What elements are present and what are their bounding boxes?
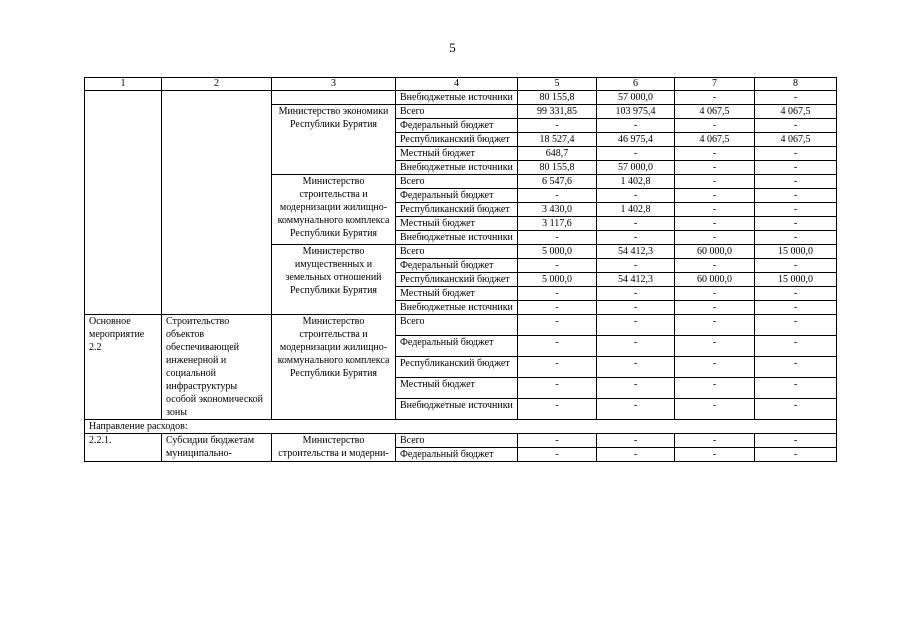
page-number: 5 [449, 40, 456, 55]
amount-cell: - [518, 378, 597, 399]
amount-cell: - [675, 434, 755, 448]
amount-cell: 5 000,0 [518, 273, 597, 287]
amount-cell: - [597, 259, 675, 273]
funding-source-cell: Внебюджетные источники [396, 231, 518, 245]
amount-cell: - [597, 336, 675, 357]
amount-cell: - [675, 336, 755, 357]
executor-cell: Министерство экономики Республики Бурятия [272, 105, 396, 175]
amount-cell: 3 117,6 [518, 217, 597, 231]
amount-cell: 5 000,0 [518, 245, 597, 259]
amount-cell: - [755, 315, 837, 336]
amount-cell: 46 975,4 [597, 133, 675, 147]
amount-cell: 15 000,0 [755, 245, 837, 259]
funding-source-cell: Всего [396, 105, 518, 119]
amount-cell: - [597, 287, 675, 301]
amount-cell: - [755, 189, 837, 203]
amount-cell: - [675, 119, 755, 133]
amount-cell: 6 547,6 [518, 175, 597, 189]
column-number: 5 [518, 78, 597, 91]
amount-cell: - [755, 203, 837, 217]
funding-source-cell: Всего [396, 315, 518, 336]
funding-source-cell: Федеральный бюджет [396, 448, 518, 462]
amount-cell: - [518, 287, 597, 301]
funding-source-cell: Всего [396, 434, 518, 448]
amount-cell: - [518, 315, 597, 336]
funding-source-cell: Внебюджетные источники [396, 161, 518, 175]
amount-cell: - [755, 399, 837, 420]
measure-name-cell: Субсидии бюджетам муниципально- [162, 434, 272, 462]
amount-cell: 4 067,5 [755, 105, 837, 119]
amount-cell: 57 000,0 [597, 91, 675, 105]
amount-cell: - [755, 448, 837, 462]
amount-cell: 648,7 [518, 147, 597, 161]
funding-source-cell: Внебюджетные источники [396, 399, 518, 420]
funding-source-cell: Республиканский бюджет [396, 133, 518, 147]
column-number: 1 [85, 78, 162, 91]
funding-source-cell: Федеральный бюджет [396, 189, 518, 203]
amount-cell: - [755, 91, 837, 105]
amount-cell: - [755, 259, 837, 273]
funding-source-cell: Местный бюджет [396, 378, 518, 399]
table-row [85, 315, 837, 336]
column-number: 4 [396, 78, 518, 91]
amount-cell: - [597, 119, 675, 133]
amount-cell: - [755, 357, 837, 378]
funding-source-cell: Местный бюджет [396, 287, 518, 301]
measure-type-cell: Основное мероприятие 2.2 [85, 315, 162, 420]
amount-cell: - [675, 189, 755, 203]
amount-cell: - [597, 301, 675, 315]
amount-cell: - [755, 287, 837, 301]
funding-source-cell: Республиканский бюджет [396, 357, 518, 378]
amount-cell: - [518, 434, 597, 448]
amount-cell: 60 000,0 [675, 273, 755, 287]
executor-cell: Министерство строительства и модернизации жилищно-коммунального комплекса Республики Бурятия [272, 175, 396, 245]
amount-cell: - [675, 399, 755, 420]
amount-cell: - [675, 91, 755, 105]
executor-cell: Министерство строительства и модернизации жилищно-коммунального комплекса Республики Бурятия [272, 315, 396, 420]
amount-cell: 15 000,0 [755, 273, 837, 287]
funding-source-cell: Всего [396, 175, 518, 189]
amount-cell: - [518, 357, 597, 378]
executor-cell [272, 91, 396, 105]
direction-label: Направление расходов: [85, 420, 837, 434]
funding-source-cell: Местный бюджет [396, 217, 518, 231]
amount-cell: - [597, 399, 675, 420]
amount-cell: - [675, 315, 755, 336]
amount-cell: 60 000,0 [675, 245, 755, 259]
amount-cell: 57 000,0 [597, 161, 675, 175]
amount-cell: - [597, 357, 675, 378]
table-row [85, 91, 837, 105]
amount-cell: - [755, 378, 837, 399]
amount-cell: 3 430,0 [518, 203, 597, 217]
amount-cell: 4 067,5 [675, 105, 755, 119]
amount-cell: 54 412,3 [597, 245, 675, 259]
amount-cell: - [518, 119, 597, 133]
amount-cell: - [675, 161, 755, 175]
funding-source-cell: Внебюджетные источники [396, 91, 518, 105]
amount-cell: - [755, 161, 837, 175]
amount-cell: - [675, 448, 755, 462]
amount-cell: 99 331,85 [518, 105, 597, 119]
amount-cell: - [518, 259, 597, 273]
amount-cell: 4 067,5 [755, 133, 837, 147]
amount-cell: - [597, 378, 675, 399]
column-number-row [85, 78, 837, 91]
funding-source-cell: Республиканский бюджет [396, 273, 518, 287]
table-row [85, 434, 837, 448]
funding-source-cell: Федеральный бюджет [396, 259, 518, 273]
amount-cell: - [755, 434, 837, 448]
amount-cell: 103 975,4 [597, 105, 675, 119]
funding-source-cell: Федеральный бюджет [396, 119, 518, 133]
direction-row [85, 420, 837, 434]
amount-cell: - [755, 336, 837, 357]
amount-cell: 54 412,3 [597, 273, 675, 287]
amount-cell: - [597, 147, 675, 161]
measure-name-cell: Строительство объектов обеспечивающей инженерной и социальной инфраструктуры особой экономической зоны [162, 315, 272, 420]
amount-cell: - [675, 231, 755, 245]
amount-cell: - [675, 203, 755, 217]
amount-cell: - [755, 301, 837, 315]
column-number: 3 [272, 78, 396, 91]
amount-cell: - [597, 231, 675, 245]
amount-cell: - [755, 217, 837, 231]
amount-cell: - [597, 189, 675, 203]
amount-cell: 1 402,8 [597, 203, 675, 217]
amount-cell: - [597, 434, 675, 448]
amount-cell: 18 527,4 [518, 133, 597, 147]
executor-cell: Министерство имущественных и земельных отношений Республики Бурятия [272, 245, 396, 315]
amount-cell: - [597, 217, 675, 231]
amount-cell: - [597, 448, 675, 462]
amount-cell: 80 155,8 [518, 91, 597, 105]
column-number: 2 [162, 78, 272, 91]
amount-cell: - [518, 448, 597, 462]
amount-cell: - [755, 147, 837, 161]
funding-source-cell: Местный бюджет [396, 147, 518, 161]
amount-cell: 1 402,8 [597, 175, 675, 189]
amount-cell: - [597, 315, 675, 336]
amount-cell: - [518, 336, 597, 357]
amount-cell: - [675, 175, 755, 189]
amount-cell: - [675, 378, 755, 399]
amount-cell: - [518, 399, 597, 420]
amount-cell: - [518, 189, 597, 203]
amount-cell: - [675, 147, 755, 161]
column-number: 8 [755, 78, 837, 91]
amount-cell: - [755, 175, 837, 189]
amount-cell: - [675, 301, 755, 315]
amount-cell: - [518, 231, 597, 245]
budget-table [84, 77, 837, 462]
amount-cell: - [675, 357, 755, 378]
measure-type-cell [85, 91, 162, 315]
measure-code-cell: 2.2.1. [85, 434, 162, 462]
executor-cell: Министерство строительства и модерни- [272, 434, 396, 462]
amount-cell: 4 067,5 [675, 133, 755, 147]
amount-cell: - [518, 301, 597, 315]
column-number: 6 [597, 78, 675, 91]
amount-cell: - [755, 119, 837, 133]
measure-name-cell [162, 91, 272, 315]
amount-cell: - [675, 259, 755, 273]
amount-cell: 80 155,8 [518, 161, 597, 175]
funding-source-cell: Федеральный бюджет [396, 336, 518, 357]
amount-cell: - [675, 217, 755, 231]
funding-source-cell: Внебюджетные источники [396, 301, 518, 315]
column-number: 7 [675, 78, 755, 91]
amount-cell: - [675, 287, 755, 301]
amount-cell: - [755, 231, 837, 245]
funding-source-cell: Республиканский бюджет [396, 203, 518, 217]
funding-source-cell: Всего [396, 245, 518, 259]
